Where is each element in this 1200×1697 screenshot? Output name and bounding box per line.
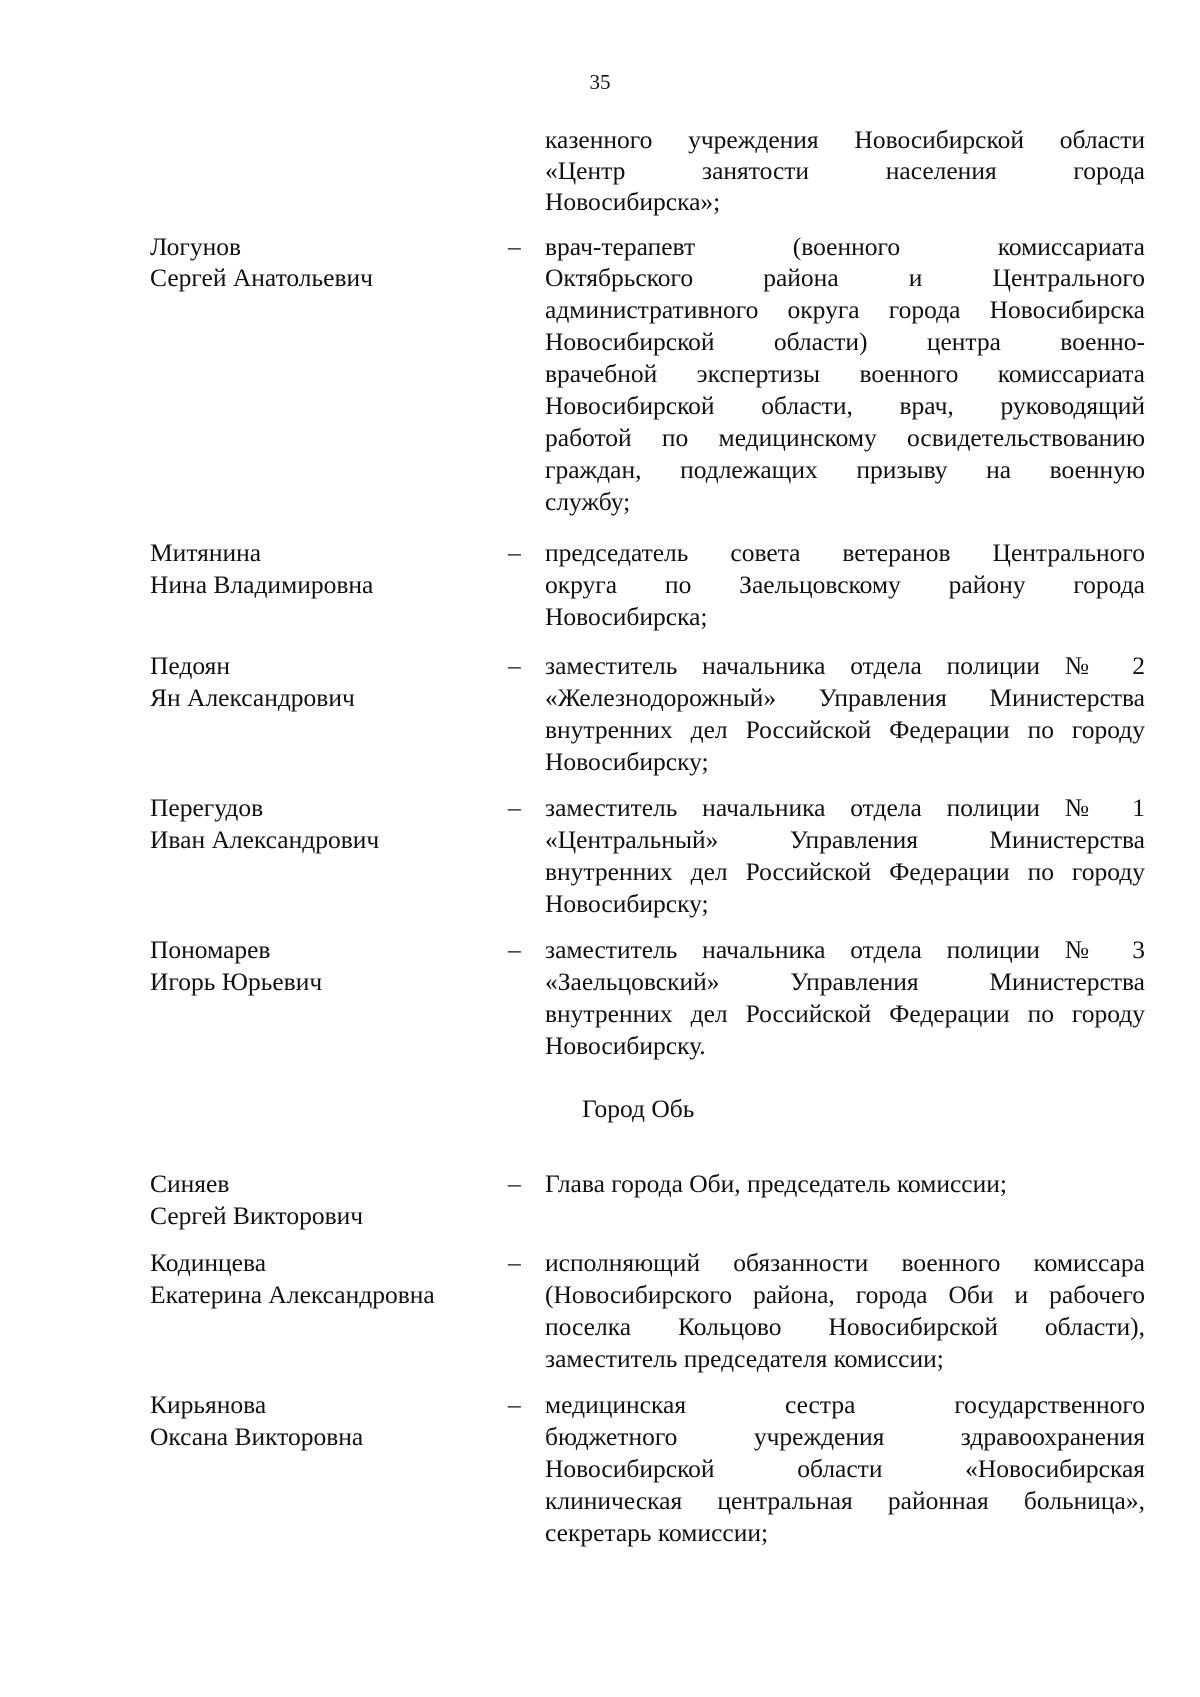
member-role-line: Октябрьского района и Центрального: [545, 263, 1145, 292]
member-role-line: округа по Заельцовскому району города: [545, 570, 1145, 599]
member-role-line: «Железнодорожный» Управления Министерства: [545, 683, 1145, 712]
member-role-line: заместитель начальника отдела полиции № 1: [545, 793, 1145, 822]
member-role-line: секретарь комиссии;: [545, 1518, 769, 1547]
member-surname: Пономарев: [150, 935, 271, 964]
member-role-line: исполняющий обязанности военного комиссара: [545, 1248, 1145, 1277]
member-role-line: врачебной экспертизы военного комиссариата: [545, 359, 1145, 388]
member-role-line: (Новосибирского района, города Оби и рабочего: [545, 1280, 1145, 1309]
member-role-line: Новосибирской области «Новосибирская: [545, 1454, 1145, 1483]
member-surname: Педоян: [150, 651, 231, 680]
entry-dash: –: [508, 1169, 521, 1198]
entry-dash: –: [508, 538, 521, 567]
member-role-line: председатель совета ветеранов Центрального: [545, 538, 1145, 567]
entry-dash: –: [508, 651, 521, 680]
entry-dash: –: [508, 935, 521, 964]
member-role-line: Глава города Оби, председатель комиссии;: [545, 1169, 1008, 1198]
member-role-line: внутренних дел Российской Федерации по городу: [545, 999, 1145, 1028]
member-surname: Кирьянова: [150, 1390, 267, 1419]
entry-dash: –: [508, 1390, 521, 1419]
member-role-line: Новосибирску;: [545, 889, 709, 918]
member-surname: Митянина: [150, 538, 262, 567]
member-given-name: Екатерина Александровна: [150, 1280, 435, 1309]
entry-dash: –: [508, 1248, 521, 1277]
member-surname: Синяев: [150, 1169, 230, 1198]
member-role-line: «Центральный» Управления Министерства: [545, 825, 1145, 854]
member-given-name: Иван Александрович: [150, 825, 380, 854]
member-role-line: Новосибирску.: [545, 1031, 706, 1060]
member-role-line: внутренних дел Российской Федерации по городу: [545, 715, 1145, 744]
member-role-line: Новосибирской области) центра военно-: [545, 327, 1145, 356]
section-heading: Город Обь: [582, 1094, 695, 1123]
continuation-line: «Центр занятости населения города: [545, 156, 1145, 185]
member-role-line: заместитель начальника отдела полиции № 3: [545, 935, 1145, 964]
entry-dash: –: [508, 793, 521, 822]
member-given-name: Нина Владимировна: [150, 570, 374, 599]
member-role-line: заместитель председателя комиссии;: [545, 1344, 944, 1373]
member-role-line: врач-терапевт (военного комиссариата: [545, 232, 1145, 261]
member-role-line: Новосибирска;: [545, 602, 708, 631]
member-role-line: внутренних дел Российской Федерации по городу: [545, 857, 1145, 886]
member-surname: Кодинцева: [150, 1248, 267, 1277]
member-given-name: Оксана Викторовна: [150, 1422, 364, 1451]
entry-dash: –: [508, 232, 521, 261]
member-role-line: Новосибирской области, врач, руководящий: [545, 391, 1145, 420]
member-role-line: административного округа города Новосибирска: [545, 295, 1145, 324]
member-role-line: службу;: [545, 487, 631, 516]
member-given-name: Сергей Викторович: [150, 1201, 364, 1230]
member-role-line: граждан, подлежащих призыву на военную: [545, 455, 1145, 484]
member-role-line: бюджетного учреждения здравоохранения: [545, 1422, 1145, 1451]
member-given-name: Сергей Анатольевич: [150, 263, 373, 292]
member-given-name: Ян Александрович: [150, 683, 355, 712]
member-role-line: «Заельцовский» Управления Министерства: [545, 967, 1145, 996]
continuation-line: казенного учреждения Новосибирской области: [545, 125, 1145, 154]
member-role-line: работой по медицинскому освидетельствованию: [545, 423, 1145, 452]
page-number: 35: [589, 70, 611, 94]
member-given-name: Игорь Юрьевич: [150, 967, 323, 996]
member-role-line: заместитель начальника отдела полиции № 2: [545, 651, 1145, 680]
member-role-line: медицинская сестра государственного: [545, 1390, 1145, 1419]
member-role-line: Новосибирску;: [545, 747, 709, 776]
member-role-line: клиническая центральная районная больница»,: [545, 1486, 1145, 1515]
continuation-line: Новосибирска»;: [545, 187, 721, 216]
member-surname: Перегудов: [150, 793, 264, 822]
member-surname: Логунов: [150, 232, 242, 261]
member-role-line: поселка Кольцово Новосибирской области),: [545, 1312, 1145, 1341]
